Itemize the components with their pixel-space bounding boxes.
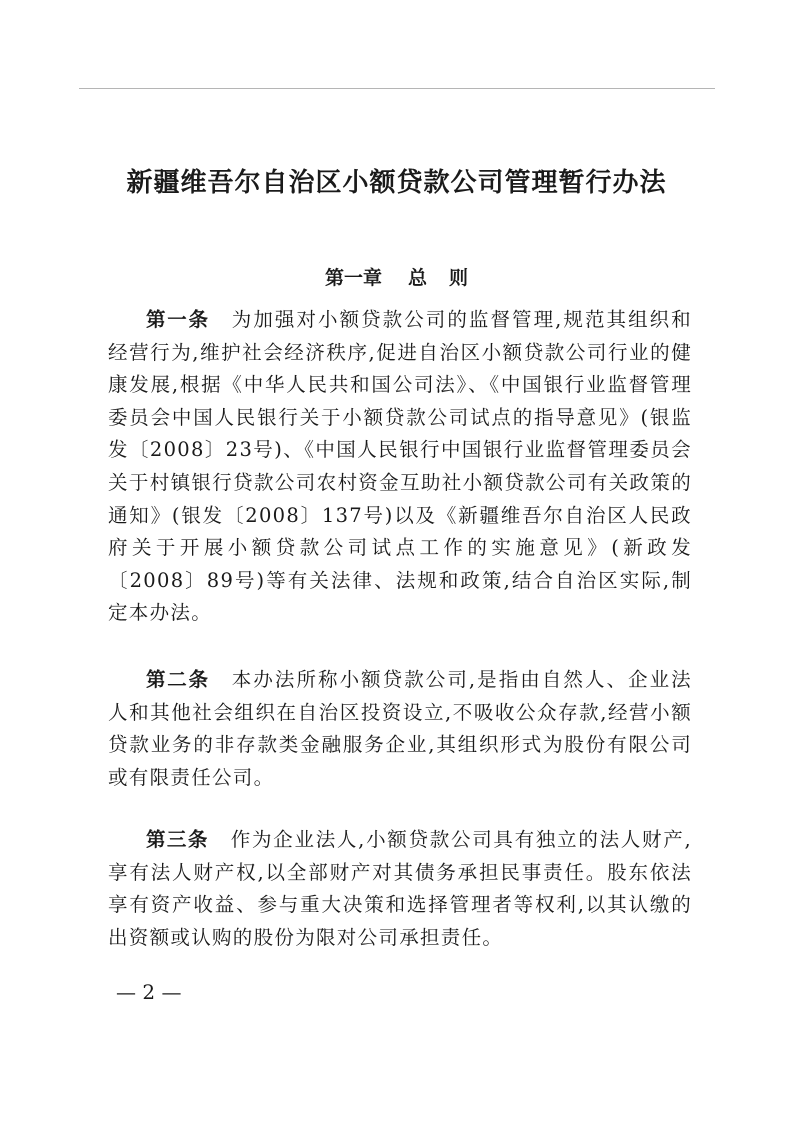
article-3	[108, 824, 692, 954]
chapter-name-part1: 总	[407, 267, 427, 289]
chapter-heading	[0, 263, 793, 293]
article-2-label: 第二条	[146, 668, 210, 691]
article-1-label: 第一条	[146, 308, 210, 331]
article-1	[108, 304, 692, 630]
article-2-text: 本办法所称小额贷款公司,是指由自然人、企业法人和其他社会组织在自治区投资设立,不吸收公众存款,经营小额贷款业务的非存款类金融服务企业,其组织形式为股份有限公司或有限责任公司。	[108, 668, 692, 789]
chapter-name-part2: 则	[449, 267, 469, 289]
article-3-text: 作为企业法人,小额贷款公司具有独立的法人财产,享有法人财产权,以全部财产对其债务承担民事责任。股东依法享有资产收益、参与重大决策和选择管理者等权利,以其认缴的出资额或认购的股份为限对公司承担责任。	[108, 828, 692, 949]
article-1-text: 为加强对小额贷款公司的监督管理,规范其组织和经营行为,维护社会经济秩序,促进自治区小额贷款公司行业的健康发展,根据《中华人民共和国公司法》、《中国银行业监督管理委员会中国人民银行关于小额贷款公司试点的指导意见》(银监发〔2008〕23号)、《中国人民银行中国银行业监督管理委员会关于村镇银行贷款公司农村资金互助社小额贷款公司有关政策的通知》(银发〔2008〕137号)以及《新疆维吾尔自治区人民政府关于开展小额贷款公司试点工作的实施意见》(新政发〔2008〕89号)等有关法律、法规和政策,结合自治区实际,制定本办法。	[108, 308, 692, 625]
chapter-number: 第一章	[324, 267, 382, 289]
article-3-label: 第三条	[146, 828, 209, 851]
header-rule	[79, 88, 715, 89]
page-number: — 2 —	[116, 980, 182, 1004]
article-2	[108, 664, 692, 794]
document-title: 新疆维吾尔自治区小额贷款公司管理暂行办法	[126, 168, 667, 198]
